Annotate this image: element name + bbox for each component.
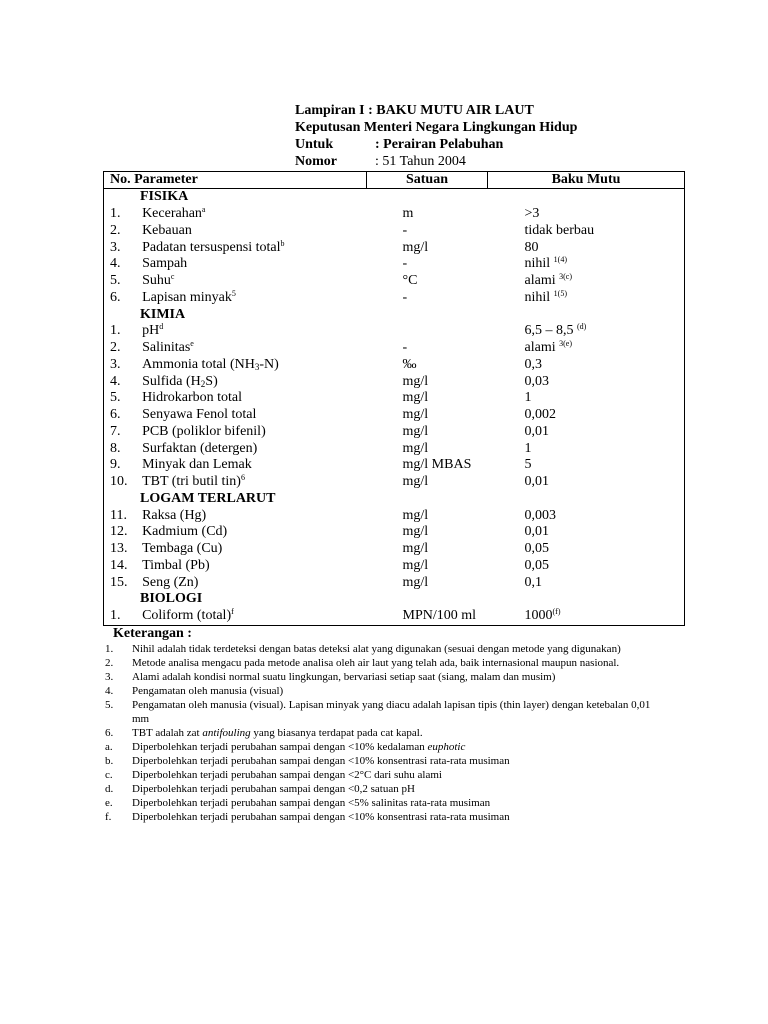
document-header xyxy=(295,102,577,170)
parameter-label: Salinitas xyxy=(142,340,191,356)
note-text-end: yang biasanya terdapat pada cat kapal. xyxy=(250,727,423,739)
row-number: 13. xyxy=(110,541,128,557)
note-marker: c. xyxy=(105,769,113,781)
parameter-name xyxy=(142,206,366,223)
unit-cell: mg/l xyxy=(402,239,429,255)
standard-cell xyxy=(488,608,685,625)
parameter-footnote-ref: e xyxy=(190,339,194,349)
note-text xyxy=(132,740,670,754)
parameter-name xyxy=(142,558,366,575)
standard-value: 80 xyxy=(524,239,539,255)
row-number: 2. xyxy=(110,340,121,356)
standard-cell xyxy=(488,457,685,474)
row-number: 3. xyxy=(110,356,121,372)
standard-footnote-ref: 3(c) xyxy=(559,272,572,282)
parameter-footnote-ref: a xyxy=(201,205,206,215)
standard-value: 1 xyxy=(524,440,532,456)
parameter-subscript: 3 xyxy=(254,361,260,372)
unit-cell: mg/l xyxy=(402,557,429,573)
unit-cell: mg/l xyxy=(402,524,429,540)
standard-value: 1000 xyxy=(524,608,553,624)
parameter-label: Timbal (Pb) xyxy=(142,557,210,573)
for-label: Untuk xyxy=(295,137,334,152)
parameter-name xyxy=(142,290,366,307)
note-marker: a. xyxy=(105,741,113,753)
parameter-label: Sampah xyxy=(142,256,188,272)
unit-cell: mg/l xyxy=(402,574,429,590)
parameter-name xyxy=(142,223,366,240)
row-number: 9. xyxy=(110,457,121,473)
unit-cell: °C xyxy=(402,273,418,289)
parameter-name xyxy=(142,474,366,491)
row-number: 10. xyxy=(110,474,128,490)
standard-footnote-ref: (f) xyxy=(552,607,561,617)
unit-cell: mg/l xyxy=(402,541,429,557)
standard-cell xyxy=(488,256,685,273)
note-text: Alami adalah kondisi normal suatu lingkungan, bervariasi setiap saat (siang, malam dan musim) xyxy=(132,671,556,683)
parameter-label-suffix: -N) xyxy=(259,356,279,372)
row-number: 1. xyxy=(110,608,121,624)
standard-value: 0,01 xyxy=(524,423,549,439)
parameter-label: pH xyxy=(142,323,160,339)
parameter-name xyxy=(142,424,366,441)
standard-cell xyxy=(488,541,685,558)
section-row xyxy=(104,591,685,608)
table-row xyxy=(104,574,685,591)
parameter-label: TBT (tri butil tin) xyxy=(142,474,241,490)
row-number: 5. xyxy=(110,390,121,406)
standard-cell xyxy=(488,507,685,524)
parameter-name xyxy=(142,608,366,625)
note-text-start: Diperbolehkan terjadi perubahan sampai dengan <10% kedalaman xyxy=(132,741,428,753)
unit-cell: mg/l xyxy=(402,440,429,456)
header-standard: Baku Mutu xyxy=(488,172,685,189)
parameter-name xyxy=(142,440,366,457)
parameter-label: Kebauan xyxy=(142,222,192,238)
row-number: 7. xyxy=(110,423,121,439)
parameter-name xyxy=(142,340,366,357)
standard-value: 0,002 xyxy=(524,407,556,423)
standard-value: 1 xyxy=(524,390,532,406)
table-header-row xyxy=(104,172,685,189)
note-text: Nihil adalah tidak terdeteksi dengan batas deteksi alat yang digunakan (sesuai dengan metode yang digunakan) xyxy=(132,643,621,655)
table-row xyxy=(104,273,685,290)
note-marker: 6. xyxy=(105,727,114,739)
parameter-footnote-ref: b xyxy=(280,238,285,248)
table-row xyxy=(104,340,685,357)
parameter-label: Coliform (total) xyxy=(142,608,232,624)
table-row xyxy=(104,290,685,307)
standard-cell xyxy=(488,290,685,307)
note-item xyxy=(105,740,670,754)
parameter-name xyxy=(142,273,366,290)
note-item xyxy=(105,768,670,782)
parameter-name xyxy=(142,574,366,591)
parameter-label: Raksa (Hg) xyxy=(142,507,207,523)
parameter-name xyxy=(142,507,366,524)
standard-value: >3 xyxy=(524,206,540,222)
standard-cell xyxy=(488,407,685,424)
for-value: : Perairan Pelabuhan xyxy=(375,137,504,152)
parameter-name xyxy=(142,524,366,541)
table-row xyxy=(104,424,685,441)
parameter-footnote-ref: 5 xyxy=(231,288,236,298)
note-marker: f. xyxy=(105,811,112,823)
section-title: KIMIA xyxy=(140,306,186,322)
parameter-name xyxy=(142,457,366,474)
parameter-footnote-ref: f xyxy=(231,607,234,617)
note-text-emphasis: euphotic xyxy=(427,741,466,753)
standard-cell xyxy=(488,574,685,591)
unit-cell: ‰ xyxy=(402,356,417,372)
note-item xyxy=(105,684,670,698)
standard-footnote-ref: 1(4) xyxy=(553,255,567,265)
parameter-name xyxy=(142,373,366,390)
note-marker: 5. xyxy=(105,699,114,711)
parameter-label: Seng (Zn) xyxy=(142,574,199,590)
table-row xyxy=(104,457,685,474)
standard-cell xyxy=(488,424,685,441)
note-text: Diperbolehkan terjadi perubahan sampai dengan <10% konsentrasi rata-rata musiman xyxy=(132,811,510,823)
section-row xyxy=(104,491,685,508)
parameter-label-suffix: S) xyxy=(205,373,218,389)
row-number: 4. xyxy=(110,373,121,389)
parameter-name xyxy=(142,256,366,273)
parameter-label: Lapisan minyak xyxy=(142,289,232,305)
note-item xyxy=(105,796,670,810)
standard-footnote-ref: (d) xyxy=(577,322,587,332)
standards-table xyxy=(103,171,685,626)
unit-cell: mg/l xyxy=(402,407,429,423)
standard-cell xyxy=(488,474,685,491)
standard-value: tidak berbau xyxy=(524,222,595,238)
unit-cell: - xyxy=(402,256,408,272)
unit-cell: - xyxy=(402,289,408,305)
section-title: FISIKA xyxy=(140,189,189,205)
parameter-name xyxy=(142,390,366,407)
number-value: : 51 Tahun 2004 xyxy=(375,154,466,169)
table-row xyxy=(104,256,685,273)
note-text: Diperbolehkan terjadi perubahan sampai dengan <2°C dari suhu alami xyxy=(132,769,442,781)
table-row xyxy=(104,357,685,374)
parameter-label: Suhu xyxy=(142,273,171,289)
standard-footnote-ref: 1(5) xyxy=(553,288,567,298)
parameter-label: Padatan tersuspensi total xyxy=(142,239,281,255)
table-row xyxy=(104,474,685,491)
standard-cell xyxy=(488,239,685,256)
number-label: Nomor xyxy=(295,154,337,169)
header-unit: Satuan xyxy=(367,172,488,189)
note-text-emphasis: antifouling xyxy=(202,727,251,739)
table-row xyxy=(104,373,685,390)
note-text: Pengamatan oleh manusia (visual). Lapisan minyak yang diacu adalah lapisan tipis (thin layer) dengan ketebalan 0,01 mm xyxy=(132,699,651,725)
standard-value: 6,5 – 8,5 xyxy=(524,323,577,339)
note-marker: d. xyxy=(105,783,114,795)
note-item xyxy=(105,698,670,726)
row-number: 8. xyxy=(110,440,121,456)
unit-cell: mg/l xyxy=(402,474,429,490)
table-row xyxy=(104,323,685,340)
standard-cell xyxy=(488,373,685,390)
section-title: BIOLOGI xyxy=(140,591,203,607)
table-row xyxy=(104,223,685,240)
table-row xyxy=(104,440,685,457)
standard-value: nihil xyxy=(524,256,554,272)
note-text: Metode analisa mengacu pada metode analisa oleh air laut yang telah ada, baik internasional maupun nasional. xyxy=(132,657,620,669)
unit-cell xyxy=(367,323,488,340)
table-row xyxy=(104,541,685,558)
note-item xyxy=(105,726,670,740)
note-text-start: TBT adalah zat xyxy=(132,727,203,739)
note-marker: 3. xyxy=(105,671,114,683)
parameter-footnote-ref: c xyxy=(170,272,175,282)
parameter-label: Hidrokarbon total xyxy=(142,390,242,406)
parameter-name xyxy=(142,541,366,558)
standards-table-wrapper xyxy=(103,171,683,626)
note-item xyxy=(105,810,670,824)
for-row xyxy=(295,136,577,153)
table-row xyxy=(104,407,685,424)
note-marker: 1. xyxy=(105,643,114,655)
note-text: Diperbolehkan terjadi perubahan sampai dengan <0,2 satuan pH xyxy=(132,783,415,795)
note-text xyxy=(132,726,670,740)
row-number: 1. xyxy=(110,206,121,222)
standard-value: 5 xyxy=(524,457,532,473)
parameter-footnote-ref: d xyxy=(159,322,164,332)
unit-cell: mg/l xyxy=(402,373,429,389)
table-row xyxy=(104,239,685,256)
parameter-label: Tembaga (Cu) xyxy=(142,541,223,557)
row-number: 12. xyxy=(110,524,128,540)
row-number: 6. xyxy=(110,407,121,423)
note-item xyxy=(105,754,670,768)
notes-section xyxy=(105,626,670,824)
standard-value: alami xyxy=(524,273,560,289)
standard-cell xyxy=(488,357,685,374)
note-marker: b. xyxy=(105,755,114,767)
document-subtitle: Keputusan Menteri Negara Lingkungan Hidup xyxy=(295,120,578,135)
parameter-name xyxy=(142,357,366,374)
standard-cell xyxy=(488,273,685,290)
standard-value: 0,01 xyxy=(524,474,549,490)
standard-cell xyxy=(488,223,685,240)
row-number: 2. xyxy=(110,222,121,238)
parameter-label: PCB (poliklor bifenil) xyxy=(142,423,266,439)
note-marker: e. xyxy=(105,797,113,809)
table-row xyxy=(104,390,685,407)
standard-value: 0,05 xyxy=(524,541,549,557)
standard-value: alami xyxy=(524,340,560,356)
note-item xyxy=(105,642,670,656)
unit-cell: mg/l xyxy=(402,423,429,439)
standard-value: 0,3 xyxy=(524,356,542,372)
row-number: 14. xyxy=(110,557,128,573)
standard-cell xyxy=(488,524,685,541)
standard-value: 0,1 xyxy=(524,574,542,590)
note-text: Diperbolehkan terjadi perubahan sampai dengan <5% salinitas rata-rata musiman xyxy=(132,797,491,809)
unit-cell: - xyxy=(402,222,408,238)
header-parameter: No. Parameter xyxy=(104,172,367,189)
standard-value: 0,05 xyxy=(524,557,549,573)
note-item xyxy=(105,782,670,796)
note-item xyxy=(105,656,670,670)
notes-list xyxy=(105,642,670,824)
parameter-label: Ammonia total (NH xyxy=(142,356,255,372)
parameter-label: Senyawa Fenol total xyxy=(142,407,257,423)
standard-value: 0,01 xyxy=(524,524,549,540)
row-number: 6. xyxy=(110,289,121,305)
note-marker: 2. xyxy=(105,657,114,669)
table-row xyxy=(104,206,685,223)
parameter-label: Sulfida (H xyxy=(142,373,201,389)
note-text: Pengamatan oleh manusia (visual) xyxy=(132,685,284,697)
section-row xyxy=(104,189,685,206)
standard-cell xyxy=(488,390,685,407)
parameter-label: Kecerahan xyxy=(142,206,202,222)
table-body xyxy=(104,189,685,626)
row-number: 1. xyxy=(110,323,121,339)
table-row xyxy=(104,558,685,575)
section-row xyxy=(104,306,685,323)
table-row xyxy=(104,507,685,524)
parameter-name xyxy=(142,323,366,340)
note-text: Diperbolehkan terjadi perubahan sampai dengan <10% konsentrasi rata-rata musiman xyxy=(132,755,510,767)
standard-cell xyxy=(488,558,685,575)
standard-value: 0,003 xyxy=(524,507,556,523)
note-marker: 4. xyxy=(105,685,114,697)
standard-cell xyxy=(488,206,685,223)
parameter-label: Minyak dan Lemak xyxy=(142,457,252,473)
table-row xyxy=(104,524,685,541)
unit-cell: mg/l xyxy=(402,507,429,523)
row-number: 15. xyxy=(110,574,128,590)
standard-cell xyxy=(488,323,685,340)
parameter-footnote-ref: 6 xyxy=(240,473,245,483)
row-number: 5. xyxy=(110,273,121,289)
standard-footnote-ref: 3(e) xyxy=(559,339,572,349)
standard-cell xyxy=(488,340,685,357)
standard-cell xyxy=(488,440,685,457)
parameter-label: Kadmium (Cd) xyxy=(142,524,228,540)
row-number: 11. xyxy=(110,507,127,523)
notes-title: Keterangan : xyxy=(113,626,192,641)
parameter-name xyxy=(142,239,366,256)
parameter-label: Surfaktan (detergen) xyxy=(142,440,258,456)
unit-cell: mg/l xyxy=(402,390,429,406)
row-number: 4. xyxy=(110,256,121,272)
unit-cell: m xyxy=(402,206,414,222)
standard-value: nihil xyxy=(524,289,554,305)
unit-cell: mg/l MBAS xyxy=(402,457,472,473)
parameter-name xyxy=(142,407,366,424)
document-title: Lampiran I : BAKU MUTU AIR LAUT xyxy=(295,103,534,118)
row-number: 3. xyxy=(110,239,121,255)
note-item xyxy=(105,670,670,684)
table-row xyxy=(104,608,685,625)
unit-cell: MPN/100 ml xyxy=(402,608,477,624)
number-row xyxy=(295,153,577,170)
parameter-subscript: 2 xyxy=(200,378,206,389)
standard-value: 0,03 xyxy=(524,373,549,389)
unit-cell: - xyxy=(402,340,408,356)
section-title: LOGAM TERLARUT xyxy=(140,490,276,506)
